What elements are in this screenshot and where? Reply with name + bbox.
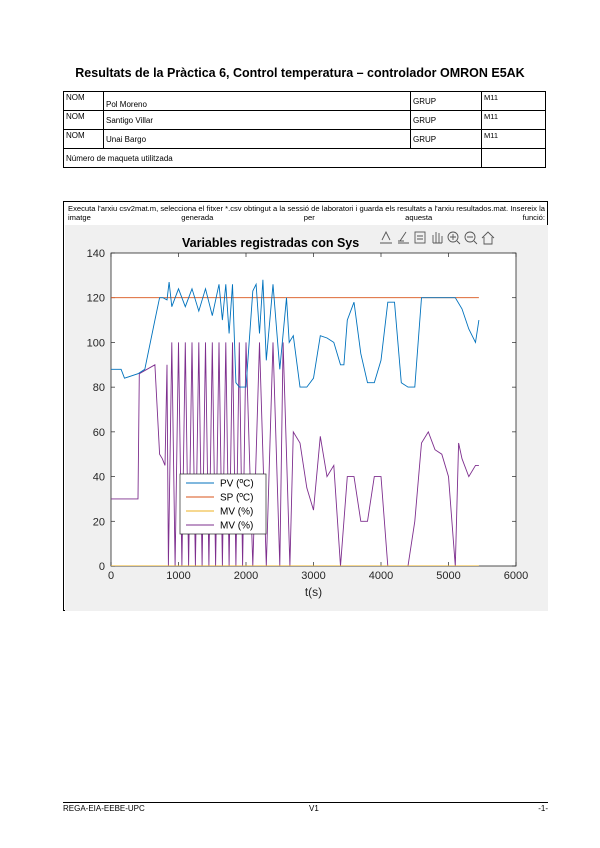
plot-area [111, 253, 516, 566]
table-row [64, 92, 546, 111]
figure-box [63, 201, 548, 611]
chart-title: Variables registradas con Sys [182, 236, 360, 250]
y-tick-label: 140 [86, 248, 105, 260]
nom-label: NOM [64, 111, 104, 130]
legend-label-1: SP (ºC) [220, 492, 254, 504]
legend-label-0: PV (ºC) [220, 478, 254, 490]
y-tick-label: 60 [92, 426, 105, 439]
nom-label: NOM [64, 92, 104, 111]
footer-center: V1 [309, 804, 319, 813]
page-title: Resultats de la Pràctica 6, Control temperatura – controlador OMRON E5AK [75, 66, 525, 80]
info-table [63, 91, 546, 168]
table-row [64, 130, 546, 149]
maqueta-value [482, 149, 546, 168]
x-tick-label: 4000 [368, 570, 394, 582]
grup-label: GRUP [411, 111, 482, 130]
x-tick-label: 5000 [436, 570, 461, 582]
grup-label: GRUP [411, 130, 482, 149]
nom-label: NOM [64, 130, 104, 149]
page-footer [63, 802, 548, 813]
instructions-text: Executa l'arxiu csv2mat.m, selecciona el fitxer *.csv obtingut a la sessió de laboratori i guarda els resultats a l'arxiu resultados.mat. Insereix la imatge generada per aquesta funció: [68, 204, 545, 222]
name-value: Santigo Villar [104, 111, 411, 130]
grup-value: M11 [482, 92, 546, 111]
x-axis-label: t(s) [304, 585, 323, 599]
x-tick-label: 2000 [233, 570, 259, 582]
grup-value: M11 [482, 130, 546, 149]
y-tick-label: 120 [86, 292, 105, 305]
chart-svg [64, 202, 549, 612]
y-tick-label: 40 [92, 471, 105, 484]
y-tick-label: 100 [86, 337, 105, 350]
y-tick-label: 80 [92, 382, 105, 395]
footer-right: -1- [538, 804, 548, 813]
grup-label: GRUP [411, 92, 482, 111]
legend-label-3: MV (%) [220, 520, 254, 532]
name-value: Pol Moreno [104, 92, 411, 111]
x-tick-label: 0 [107, 570, 115, 582]
maqueta-label: Número de maqueta utilitzada [64, 149, 482, 168]
x-tick-label: 3000 [301, 570, 326, 582]
legend-label-2: MV (%) [220, 506, 254, 518]
grup-value: M11 [482, 111, 546, 130]
footer-left: REGA-EIA-EEBE-UPC [63, 804, 145, 813]
y-tick-label: 0 [98, 561, 105, 573]
x-tick-label: 6000 [503, 570, 529, 582]
x-tick-label: 1000 [166, 570, 191, 582]
y-tick-label: 20 [92, 516, 105, 529]
name-value: Unai Bargo [104, 130, 411, 149]
table-row [64, 111, 546, 130]
table-row [64, 149, 546, 168]
